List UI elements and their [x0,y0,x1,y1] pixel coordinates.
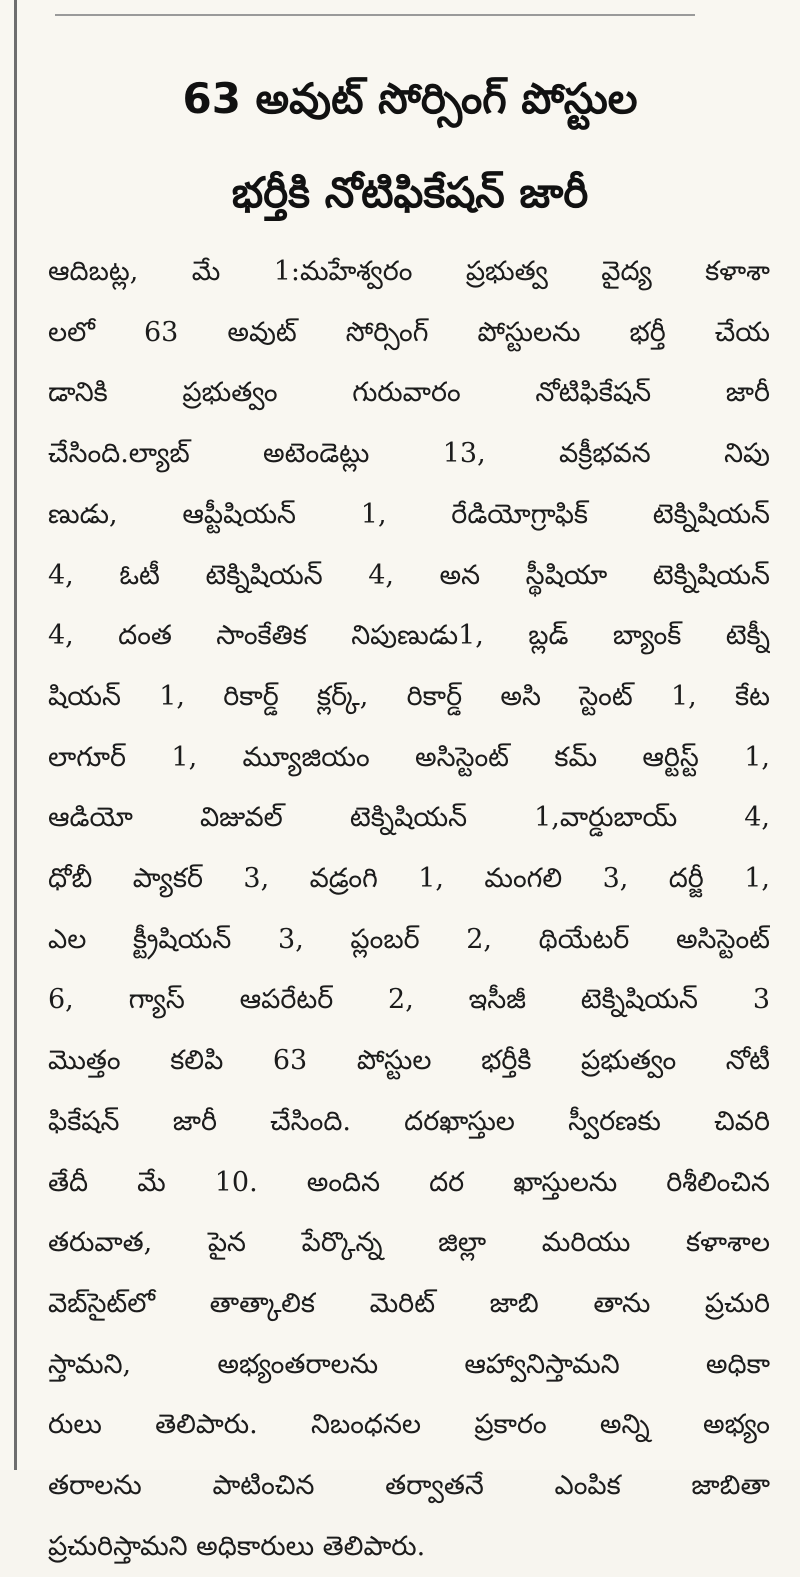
body-line: 4, ఓటీ టెక్నిషియన్ 4, అన స్థీషియా టెక్నిషియన్ [48,559,770,591]
body-line: మొత్తం కలిపి 63 పోస్టుల భర్తీకి ప్రభుత్వం నోటీ [48,1045,770,1077]
body-line: లలో 63 అవుట్ సోర్సింగ్ పోస్టులను భర్తీ చేయ [48,316,770,348]
body-line: ఫికేషన్ జారీ చేసింది. దరఖాస్తుల స్వీరణకు చివరి [48,1105,770,1137]
body-line: లాగూర్ 1, మ్యూజియం అసిస్టెంట్ కమ్ ఆర్టిస్ట్ 1, [48,741,770,773]
body-line: చేసింది.ల్యాబ్ అటెండెట్లు 13, వక్రీభవన నిపు [48,438,770,470]
body-line: 4, దంత సాంకేతిక నిపుణుడు1, బ్లడ్ బ్యాంక్ టెక్నీ [48,620,770,652]
body-line: డానికి ప్రభుత్వం గురువారం నోటిఫికేషన్ జారీ [48,377,770,409]
body-line: షియన్ 1, రికార్డ్ క్లర్క్, రికార్డ్ అసి స్టెంట్ 1, కేట [48,680,770,712]
body-line: వెబ్‌సైట్‌లో తాత్కాలిక మెరిట్ జాబి తాను ప్రచురి [48,1287,770,1319]
body-line: ణుడు, ఆప్టీషియన్ 1, రేడియోగ్రాఫిక్ టెక్నిషియన్ [48,498,770,530]
headline-line-2: భర్తీకి నోటిఫికేషన్ జారీ [231,168,589,217]
body-line: తేదీ మే 10. అందిన దర ఖాస్తులను రిశీలించిన [48,1166,770,1198]
headline [40,52,780,240]
body-line: రులు తెలిపారు. నిబంధనల ప్రకారం అన్ని అభ్యం [48,1409,770,1441]
body-line: తరాలను పాటించిన తర్వాతనే ఎంపిక జాబితా [48,1470,770,1502]
body-line: ఆదిబట్ల, మే 1:మహేశ్వరం ప్రభుత్వ వైద్య కళాశా [48,256,770,287]
article-body [48,242,770,1577]
body-line: ధోబీ ప్యాకర్ 3, వడ్రంగి 1, మంగలి 3, దర్జీ 1, [48,863,770,895]
column-rule-left [14,0,17,1470]
body-line: ప్రచురిస్తామని అధికారులు తెలిపారు. [48,1530,426,1562]
body-line: తరువాత, పైన పేర్కొన్న జిల్లా మరియు కళాశాల [48,1227,770,1259]
body-line: ఆడియో విజువల్ టెక్నిషియన్ 1,వార్డుబాయ్ 4, [48,802,770,834]
body-line: ఎల క్ట్రీషియన్ 3, ప్లంబర్ 2, థియేటర్ అసిస్టెంట్ [48,923,770,955]
column-rule-top [55,14,695,16]
body-line: స్తామని, అభ్యంతరాలను ఆహ్వానిస్తామని అధికా [48,1348,770,1380]
headline-line-1: 63 అవుట్ సోర్సింగ్ పోస్టుల [182,74,638,123]
body-line: 6, గ్యాస్ ఆపరేటర్ 2, ఇసీజీ టెక్నిషియన్ 3 [48,984,770,1016]
